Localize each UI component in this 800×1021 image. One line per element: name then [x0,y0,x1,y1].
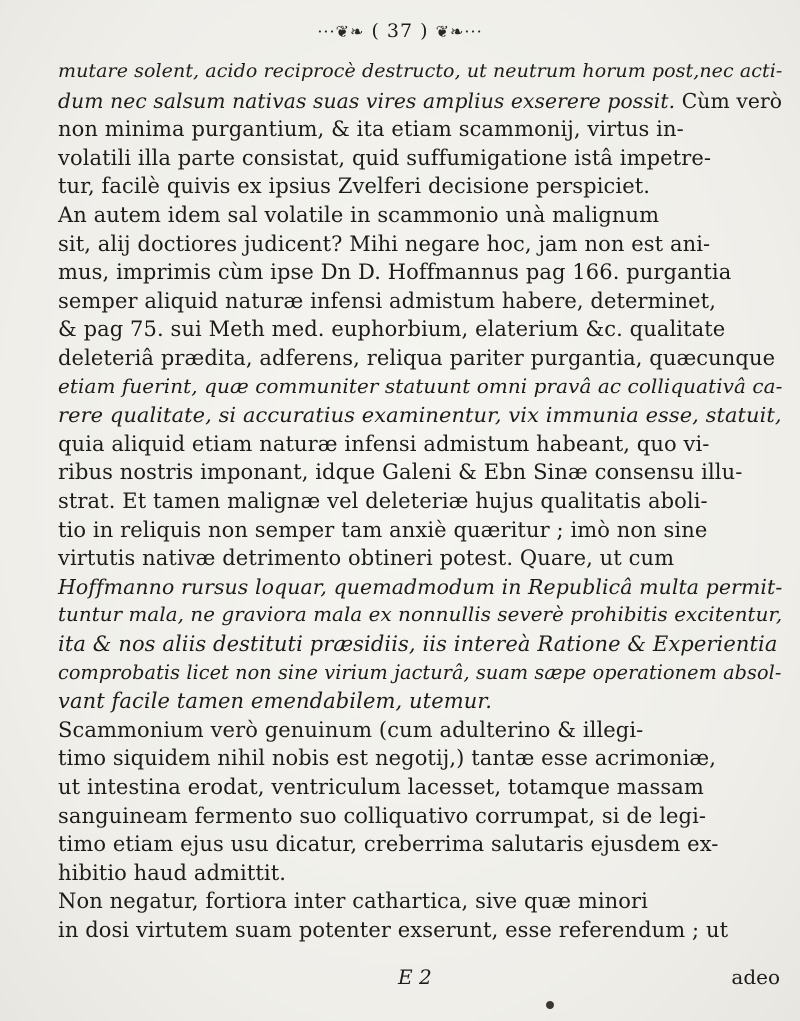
line-text: Scammonium verò genuinum (cum adulterino & illegi- [58,717,644,742]
text-line [58,403,782,427]
line-text: ribus nostris imponant, idque Galeni & Ebn Sinæ consensu illu- [58,460,743,485]
line-text: deleteriâ prædita, adferens, reliqua pariter purgantia, quæcunque [58,346,776,370]
text-line [58,518,707,542]
text-line [58,775,704,799]
line-text: mutare solent, acido reciprocè destructo, ut neutrum horum post,nec acti- [58,60,783,82]
text-line [58,317,725,341]
text-line [58,689,492,713]
catchword: adeo [731,965,780,989]
line-text: tuntur mala, ne graviora mala ex nonnullis severè prohibitis excitentur, [58,603,783,627]
text-line [58,232,710,256]
line-text: timo siquidem nihil nobis est negotij,) tantæ esse acrimoniæ, [58,746,717,771]
line-text: ita & nos aliis destituti præsidiis, iis intereà Ratione & Experientia [58,632,778,656]
text-line [58,918,728,942]
text-line [58,346,775,370]
text-line [58,60,782,82]
text-line [58,718,643,742]
line-text: sanguineam fermento suo colliquativo corrumpat, si de legi- [58,803,707,828]
line-text: tur, facilè quivis ex ipsius Zvelferi decisione perspiciet. [58,174,651,199]
ink-spot [546,1001,554,1009]
text-line [58,832,718,856]
ornament-left: ···❦❧ [317,22,365,41]
text-line [58,146,711,170]
line-text: quia aliquid etiam naturæ infensi admistum habeant, quo vi- [58,431,710,456]
line-text: tio in reliquis non semper tam anxiè quæritur ; imò non sine [58,517,708,542]
ornament-right: ❦❧··· [435,22,483,41]
line-text: virtutis nativæ detrimento obtineri potest. Quare, ut cum [58,546,675,571]
text-line [58,117,684,141]
text-line [58,260,731,284]
page-number: ( 37 ) [371,20,429,42]
line-text: Non negatur, fortiora inter cathartica, sive quæ minori [58,889,648,914]
line-text: etiam fuerint, quæ communiter statuunt omni pravâ ac colliquativâ ca- [58,374,783,398]
line-text: comprobatis licet non sine virium jacturâ, suam sæpe operationem absol- [58,660,782,684]
line-text: hibitio haud admittit. [58,860,287,885]
line-text: rere qualitate, si accuratius examinentur, vix immunia esse, statuit, [58,403,782,428]
text-line [58,661,782,684]
line-tail: Cùm verò [675,88,783,113]
line-text: dum nec salsum nativas suas vires amplius exserere possit. [58,88,676,113]
text-line [58,632,777,656]
text-line [58,889,648,913]
text-line [58,289,716,313]
line-text: semper aliquid naturæ infensi admistum habere, determinet, [58,288,716,313]
line-text: volatili illa parte consistat, quid suffumigatione istâ impetre- [58,145,712,170]
text-line [58,746,716,770]
text-line [58,203,659,227]
text-line [58,603,782,626]
line-text: sit, alij doctiores judicent? Mihi negare hoc, jam non est ani- [58,231,711,256]
signature-mark: E 2 [398,965,432,989]
text-line [58,174,650,198]
line-text: & pag 75. sui Meth med. euphorbium, elaterium &c. qualitate [58,317,726,342]
text-line [58,546,674,570]
page-footer [0,965,800,995]
text-line [58,89,782,113]
line-text: vant facile tamen emendabilem, utemur. [58,689,492,714]
text-line [58,375,783,398]
text-line [58,432,709,456]
line-text: ut intestina erodat, ventriculum lacesset, totamque massam [58,775,704,799]
text-line [58,861,286,885]
line-text: strat. Et tamen malignæ vel deleteriæ hujus qualitatis aboli- [58,489,708,513]
line-text: non minima purgantium, & ita etiam scammonij, virtus in- [58,117,684,142]
line-text: An autem idem sal volatile in scammonio unà malignum [58,203,660,227]
text-line [58,460,742,484]
line-text: timo etiam ejus usu dicatur, creberrima salutaris ejusdem ex- [58,832,719,857]
text-line [58,804,706,828]
line-text: in dosi virtutem suam potenter exserunt, esse referendum ; ut [58,918,729,942]
line-text: Hoffmanno rursus loquar, quemadmodum in Republicâ multa permit- [58,574,783,599]
page-header [0,20,800,42]
text-line [58,575,782,599]
text-line [58,489,708,513]
line-text: mus, imprimis cùm ipse Dn D. Hoffmannus pag 166. purgantia [58,260,732,285]
